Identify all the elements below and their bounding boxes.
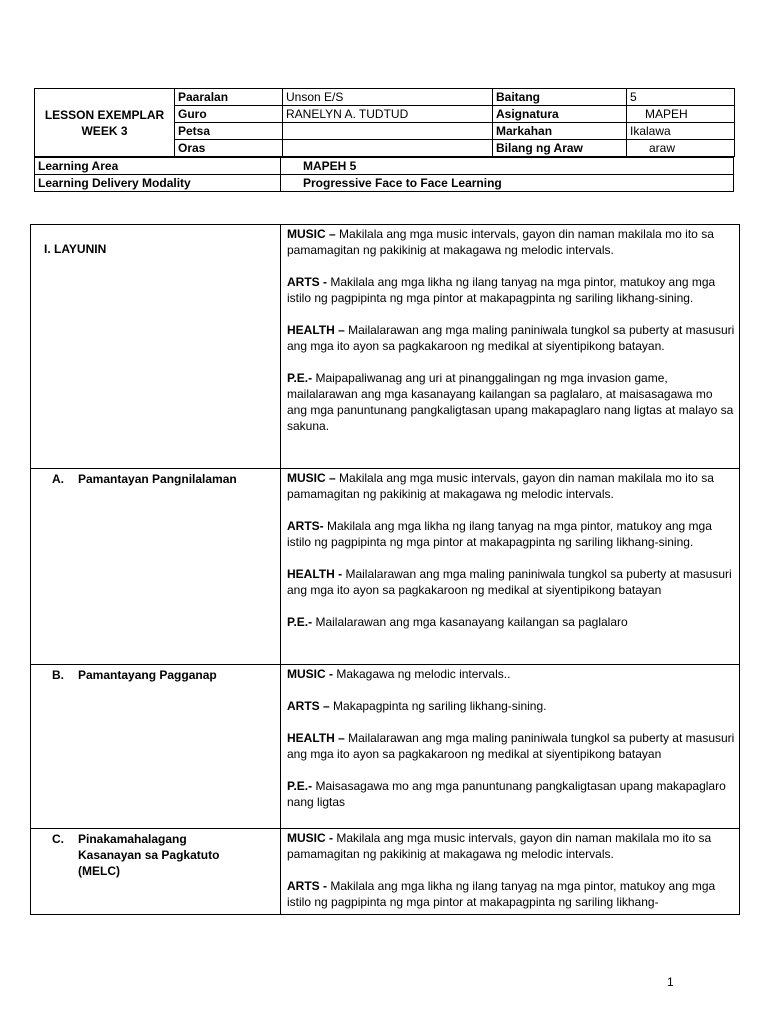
health-objective xyxy=(287,322,735,354)
performance-text: Maisasagawa mo ang mga panuntunang pangkaligtasan upang makapaglaro nang ligtas xyxy=(287,779,726,809)
header-value: Ikalawa xyxy=(627,123,735,140)
learning-area-value: MAPEH 5 xyxy=(281,158,734,175)
subject-label: MUSIC – xyxy=(287,471,336,485)
subject-label: HEALTH – xyxy=(287,731,345,745)
performance-text: Mailalarawan ang mga maling paniniwala tungkol sa puberty at masusuri ang mga ito ayon sa pagkakaroon ng medikal at siyentipikong batayan xyxy=(287,731,735,761)
subject-label: MUSIC - xyxy=(287,831,333,845)
section-c-title: Pinakamahalagang Kasanayan sa Pagkatuto (MELC) xyxy=(78,832,220,878)
header-label: Baitang xyxy=(493,89,627,106)
section-c-cell xyxy=(31,829,281,915)
section-a-cell xyxy=(31,469,281,665)
arts-objective xyxy=(287,274,735,306)
header-value: RANELYN A. TUDTUD xyxy=(283,106,493,123)
objective-text: Mailalarawan ang mga maling paniniwala tungkol sa puberty at masusuri ang mga ito ayon sa pagkakaroon ng medikal at siyentipikong batayan. xyxy=(287,323,735,353)
standard-text: Makilala ang mga likha ng ilang tanyag na mga pintor, matukoy ang mga istilo ng pagpipinta ng mga pintor at makapagpinta ng sariling likhang-sining. xyxy=(287,519,712,549)
subject-label: MUSIC - xyxy=(287,667,333,681)
learning-area-table xyxy=(34,157,734,192)
header-label: Asignatura xyxy=(493,106,627,123)
subject-label: ARTS - xyxy=(287,275,327,289)
section-a-content xyxy=(281,469,740,665)
objective-text: Maipapaliwanag ang uri at pinanggalingan ng mga invasion game, mailalarawan ang mga kasanayang kailangan sa paglalaro, at maisasagawa mo ang mga panuntunang pangkaligtasan upang makapaglaro nang ligtas at malayo sa sakuna. xyxy=(287,371,734,433)
melc-text: Makilala ang mga music intervals, gayon din naman makilala mo ito sa pamamagitan ng pakikinig at makagawa ng melodic intervals. xyxy=(287,831,712,861)
music-standard xyxy=(287,470,735,502)
modality-label: Learning Delivery Modality xyxy=(35,175,281,192)
performance-text: Makapagpinta ng sariling likhang-sining. xyxy=(329,699,547,713)
header-label: Oras xyxy=(175,140,283,157)
pe-standard xyxy=(287,614,735,630)
header-value: araw xyxy=(627,140,735,157)
header-label: Bilang ng Araw xyxy=(493,140,627,157)
pe-performance xyxy=(287,778,735,810)
objectives-table xyxy=(30,224,740,915)
performance-text: Makagawa ng melodic intervals.. xyxy=(333,667,511,681)
melc-text: Makilala ang mga likha ng ilang tanyag na mga pintor, matukoy ang mga istilo ng pagpipinta ng mga pintor at makapagpinta ng sariling likhang- xyxy=(287,879,716,909)
pe-objective xyxy=(287,370,735,434)
arts-melc xyxy=(287,878,735,910)
standard-text: Makilala ang mga music intervals, gayon din naman makilala mo ito sa pamamagitan ng pakikinig at makagawa ng melodic intervals. xyxy=(287,471,714,501)
objective-text: Makilala ang mga likha ng ilang tanyag na mga pintor, matukoy ang mga istilo ng pagpipinta ng mga pintor at makapagpinta ng sariling likhang-sining. xyxy=(287,275,716,305)
health-performance xyxy=(287,730,735,762)
learning-area-label: Learning Area xyxy=(35,158,281,175)
header-label: Guro xyxy=(175,106,283,123)
header-value xyxy=(283,123,493,140)
subject-label: P.E.- xyxy=(287,615,313,629)
header-value: Unson E/S xyxy=(283,89,493,106)
subject-label: ARTS- xyxy=(287,519,324,533)
section-c-content xyxy=(281,829,740,915)
standard-text: Mailalarawan ang mga maling paniniwala tungkol sa puberty at masusuri ang mga ito ayon sa pagkakaroon ng medikal at siyentipikong batayan xyxy=(287,567,732,597)
header-value xyxy=(283,140,493,157)
music-performance xyxy=(287,666,735,682)
subject-label: MUSIC – xyxy=(287,227,336,241)
lesson-title-cell xyxy=(35,89,175,157)
music-objective xyxy=(287,226,735,258)
arts-standard xyxy=(287,518,735,550)
layunin-content xyxy=(281,225,740,469)
header-value: MAPEH xyxy=(627,106,735,123)
header-value: 5 xyxy=(627,89,735,106)
layunin-cell xyxy=(31,225,281,469)
subject-label: ARTS – xyxy=(287,699,330,713)
arts-performance xyxy=(287,698,735,714)
health-standard xyxy=(287,566,735,598)
lesson-header-table xyxy=(34,88,735,157)
subject-label: P.E.- xyxy=(287,371,313,385)
lesson-week: WEEK 3 xyxy=(81,123,128,138)
section-b-title: Pamantayang Pagganap xyxy=(78,668,217,682)
music-melc xyxy=(287,830,735,862)
subject-label: HEALTH - xyxy=(287,567,343,581)
subject-label: HEALTH – xyxy=(287,323,345,337)
lesson-title: LESSON EXEMPLAR xyxy=(44,107,165,122)
layunin-heading: I. LAYUNIN xyxy=(44,242,107,256)
section-number: B. xyxy=(52,668,64,682)
section-number: A. xyxy=(52,472,64,486)
modality-value: Progressive Face to Face Learning xyxy=(281,175,734,192)
section-a-title: Pamantayan Pangnilalaman xyxy=(78,472,237,486)
section-b-content xyxy=(281,665,740,829)
objective-text: Makilala ang mga music intervals, gayon din naman makilala mo ito sa pamamagitan ng pakikinig at makagawa ng melodic intervals. xyxy=(287,227,714,257)
standard-text: Mailalarawan ang mga kasanayang kailangan sa paglalaro xyxy=(312,615,628,629)
header-label: Petsa xyxy=(175,123,283,140)
subject-label: P.E.- xyxy=(287,779,313,793)
section-b-cell xyxy=(31,665,281,829)
header-label: Paaralan xyxy=(175,89,283,106)
page-number: 1 xyxy=(667,975,674,989)
header-label: Markahan xyxy=(493,123,627,140)
section-number: C. xyxy=(52,832,64,846)
subject-label: ARTS - xyxy=(287,879,327,893)
